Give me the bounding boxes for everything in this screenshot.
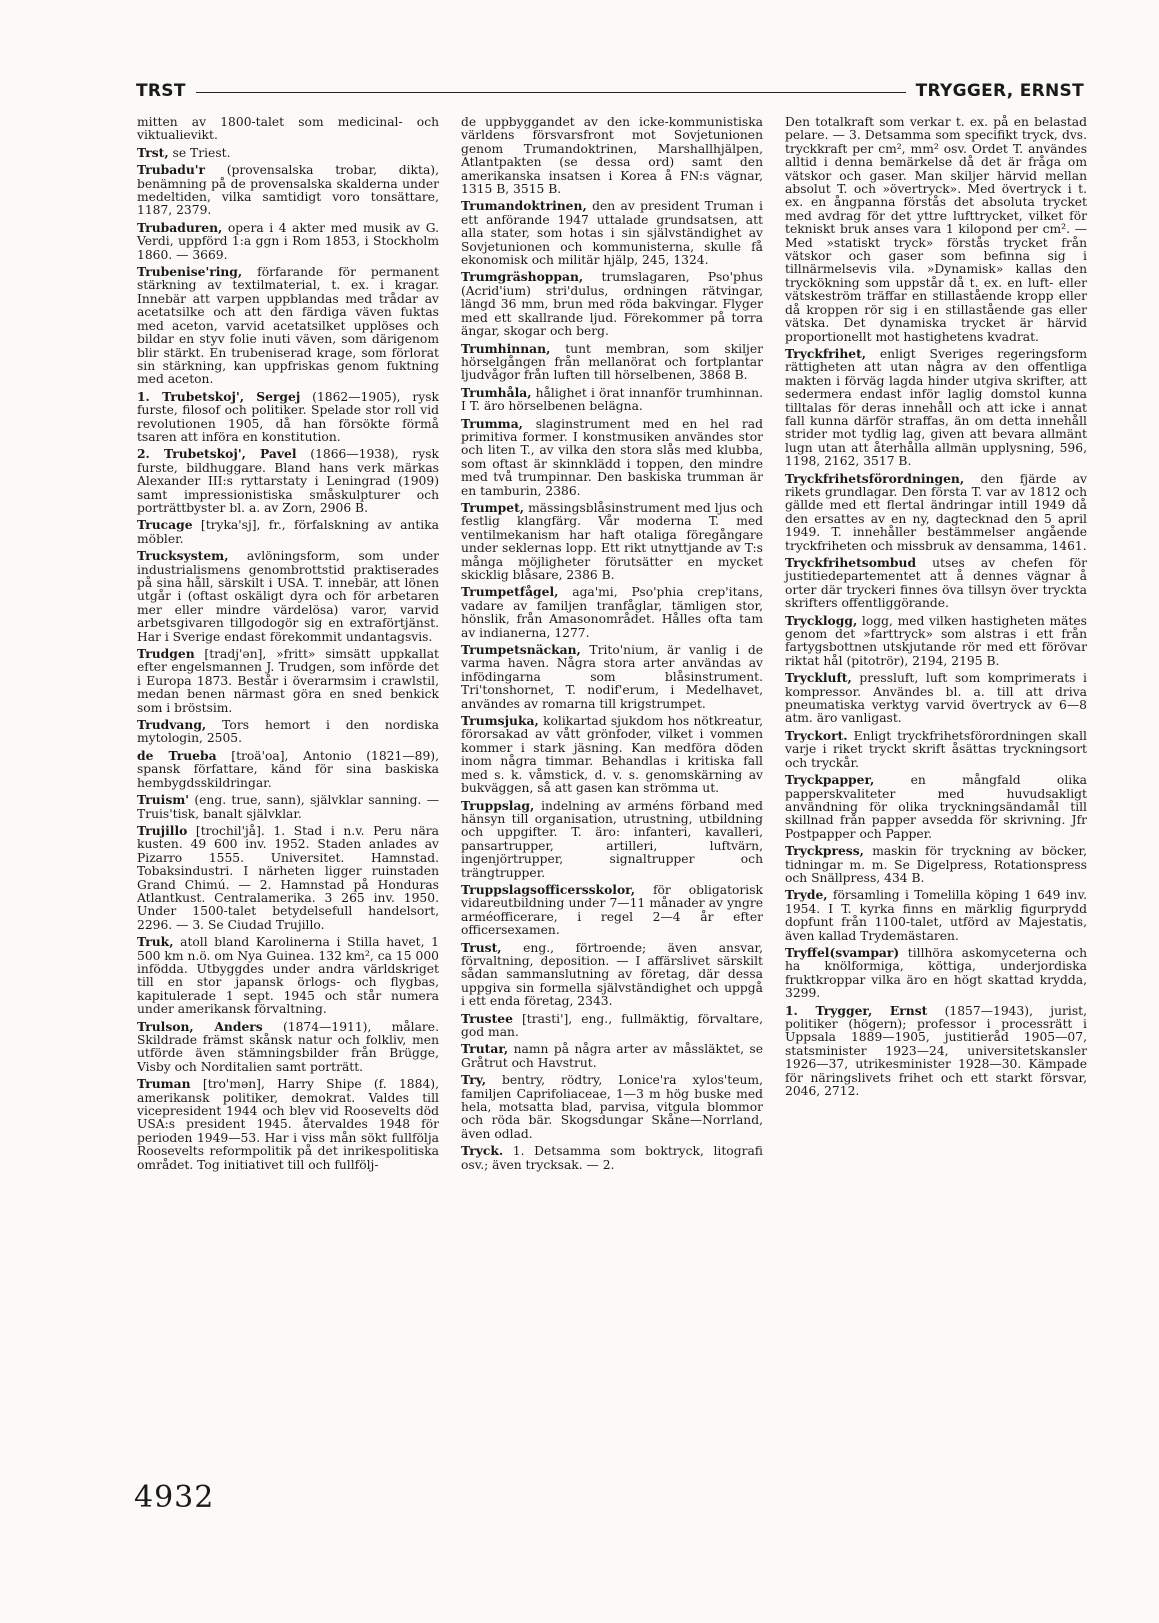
dictionary-entry xyxy=(785,946,1087,1001)
dictionary-entry xyxy=(785,844,1087,885)
dictionary-entry xyxy=(461,116,763,196)
entry-text: aga'mi, Pso'phia crep'itans, vadare av familjen tranfåglar, tämligen stor, hönslik, från Amasonområdet. Hålles ofta tam av indianerna, 1277. xyxy=(461,585,763,640)
dictionary-entry xyxy=(137,647,439,715)
entry-headword: Trujillo xyxy=(137,822,188,838)
entry-text: mitten av 1800-talet som medicinal- och viktualievikt. xyxy=(137,115,439,143)
entry-text: hålighet i örat innanför trumhinnan. I T. äro hörselbenen belägna. xyxy=(461,385,763,414)
entry-headword: Truppslagsofficersskolor, xyxy=(461,881,636,897)
dictionary-entry xyxy=(785,671,1087,726)
entry-text: bentry, rödtry, Lonice'ra xylos'teum, familjen Caprifoliaceae, 1—3 m hög buske med hela, motsatta blad, parvisa, vitgula blommor och röda bär. Skogsdungar Skåne—Norrland, även odlad. xyxy=(461,1073,763,1141)
dictionary-entry xyxy=(137,793,439,821)
dictionary-entry xyxy=(137,935,439,1016)
entry-text: maskin för tryckning av böcker, tidningar m. m. Se Digelpress, Rotationspress och Snällpress, 434 B. xyxy=(785,844,1087,885)
dictionary-entry xyxy=(461,501,763,582)
dictionary-entry xyxy=(461,714,763,795)
entry-headword: Trutar, xyxy=(461,1041,509,1057)
entry-text: namn på några arter av måssläktet, se Gråtrut och Havstrut. xyxy=(461,1042,764,1070)
entry-text: 1. Detsamma som boktryck, litografi osv.; även trycksak. — 2. xyxy=(461,1144,763,1172)
entry-headword: Trubadu'r xyxy=(137,162,206,178)
dictionary-entry xyxy=(785,614,1087,669)
entry-headword: Trudgen xyxy=(137,646,195,662)
entry-headword: Trulson, Anders xyxy=(137,1018,263,1034)
entry-text: enligt Sveriges regeringsform rättigheten att utan några av den offentliga makten i förväg lagda hinder utgiva skrifter, att sedermera endast inför laglig domstol kunna tilltalas för deras innehåll och att icke i annat fall kunna därför straffas, än om detta innehåll strider mot tydlig lag, given att bevara allmänt lugn utan att återhålla allmän upplysning, 596, 1198, 2162, 3517 B. xyxy=(785,346,1087,469)
dictionary-entry xyxy=(137,221,439,262)
entry-text: atoll bland Karolinerna i Stilla havet, 1 500 km n.ö. om Nya Guinea. 132 km², ca 15 000 infödda. Utbyggdes under andra världskriget till en stor japansk örlogs- och flygbas, kapitulerade 1 sept. 1945 och står numera under amerikansk förvaltning. xyxy=(137,935,439,1017)
entry-text: (1866—1938), rysk furste, bildhuggare. Bland hans verk märkas Alexander III:s ryttarstaty i Leningrad (1909) samt impressionistiska småskulpturer och porträttbyster bl. a. av Zorn, 2906 B. xyxy=(137,447,439,515)
entry-headword: Tryckfrihet, xyxy=(785,345,867,361)
dictionary-entry xyxy=(137,718,439,746)
entry-text: [trasti'], eng., fullmäktig, förvaltare, god man. xyxy=(461,1011,763,1039)
entry-headword: Trucksystem, xyxy=(137,548,229,564)
dictionary-entry xyxy=(461,799,763,880)
entry-text: kolikartad sjukdom hos nötkreatur, förorsakad av vått grönfoder, vilket i vommen kommer i stark jäsning. Kan medföra döden inom några timmar. Behandlas i kritiska fall med s. k. våmstick, d. v. s. genomskärning av bukväggen, så att gasen kan strömma ut. xyxy=(461,714,763,796)
entry-text: (1862—1905), rysk furste, filosof och politiker. Spelade stor roll vid revolutionen 1905, då han försökte förmå tsaren att införa en konstitution. xyxy=(137,389,439,444)
column-1 xyxy=(137,116,439,1175)
entry-headword: Trumsjuka, xyxy=(461,713,539,729)
dictionary-entry xyxy=(137,518,439,546)
entry-headword: Trust, xyxy=(461,939,502,955)
dictionary-entry xyxy=(137,749,439,790)
entry-headword: Truk, xyxy=(137,934,174,950)
dictionary-entry xyxy=(137,1077,439,1172)
dictionary-entry xyxy=(461,386,763,414)
entry-text: trumslagaren, Pso'phus (Acrid'ium) stri'dulus, ordningen rätvingar, längd 36 mm, brun med röda bakvingar. Flyger med ett skallrande ljud. Förekommer på torra ängar, skogar och berg. xyxy=(461,270,763,339)
dictionary-entry xyxy=(785,472,1087,553)
entry-text: avlöningsform, som under industrialismens genombrottstid praktiserades på sina håll, särskilt i USA. T. innebär, att lönen utgår i (oftast oskäligt dyra och för arbetaren mer eller mindre värdelösa) varor, varvid arbetsgivaren tillgodogör sig en extraförtjänst. Har i Sverige endast förekommit undantagsvis. xyxy=(137,549,439,644)
dictionary-entry xyxy=(137,265,439,387)
entry-headword: Tryckluft, xyxy=(785,670,852,686)
column-2 xyxy=(461,116,763,1175)
entry-text: slaginstrument med en hel rad primitiva former. I konstmusiken användes stor och liten T., av vilka den stora slås med klubba, som oftast är skinnklädd i toppen, den mindre med två trumpinnar. Den baskiska trumman är en tamburin, 2386. xyxy=(461,416,763,498)
dictionary-entry xyxy=(461,417,763,498)
entry-text: se Triest. xyxy=(172,145,231,160)
header-left-keyword: TRST xyxy=(136,81,186,101)
entry-text: församling i Tomelilla köping 1 649 inv. 1954. I T. kyrka finns en märklig figurprydd dopfunt från 1100-talet, utförd av Majestatis, även kallad Trydemästaren. xyxy=(785,888,1087,943)
entry-headword: Trumpet, xyxy=(461,499,525,515)
entry-text: tunt membran, som skiljer hörselgången från mellanörat och fortplantar ljudvågor från luften till hörselbenen, 3868 B. xyxy=(461,341,763,383)
entry-text: (eng. true, sann), självklar sanning. — Truis'tisk, banalt självklar. xyxy=(137,793,439,821)
dictionary-entry xyxy=(137,447,439,515)
entry-text: opera i 4 akter med musik av G. Verdi, uppförd 1:a ggn i Rom 1853, i Stockholm 1860. — 3669. xyxy=(137,220,439,262)
dictionary-entry xyxy=(461,1042,763,1070)
dictionary-entry xyxy=(785,729,1087,770)
dictionary-entry xyxy=(137,549,439,644)
entry-headword: de Trueba xyxy=(137,747,217,763)
entry-text: (1874—1911), målare. Skildrade främst skånsk natur och folkliv, men utförde även stämningsbilder från Brügge, Visby och Norditalien samt porträtt. xyxy=(137,1019,439,1074)
entry-headword: 1. Trubetskoj', Sergej xyxy=(137,388,301,404)
entry-headword: Truman xyxy=(137,1076,191,1092)
entry-headword: Trubaduren, xyxy=(137,219,223,235)
dictionary-entry xyxy=(785,556,1087,611)
entry-headword: Tryffel(svampar) xyxy=(785,944,900,960)
entry-text: Den totalkraft som verkar t. ex. på en belastad pelare. — 3. Detsamma som specifikt tryck, dvs. tryckkraft per cm², mm² osv. Ordet T. användes alltid i denna bemärkelse då det är fråga om vätskor och gaser. Man skiljer härvid mellan absolut T. och »övertryck». Med övertryck i t. ex. en ångpanna förstås det absoluta trycket med avdrag för det yttre lufttrycket, vilket för tekniskt bruk anses vara 1 kilopond per cm². — Med »statiskt tryck» förstås trycket från vätskor och gaser som befinna sig i tillnärmelsevis vila. »Dynamisk» kallas den tryckökning som uppstår då t. ex. en luft- eller vätskeström träffar en stillastående kropp eller då kroppen rör sig i en stillastående gas eller vätska. Det dynamiska trycket är härvid proportionellt mot hastighetens kvadrat. xyxy=(785,115,1087,344)
entry-text: (provensalska trobar, dikta), benämning på de provensalska skalderna under medeltiden, vilka samtidigt voro tonsättare, 1187, 2379. xyxy=(137,163,439,218)
entry-text: eng., förtroende; även ansvar, förvaltning, deposition. — I affärslivet särskilt sådan sammanslutning av företag, där dessa uppgiva sin formella självständighet och uppgå i ett enda företag, 2343. xyxy=(461,940,763,1009)
dictionary-entry xyxy=(785,1004,1087,1099)
column-3 xyxy=(785,116,1087,1101)
entry-headword: Trumhåla, xyxy=(461,384,532,400)
running-head xyxy=(136,79,1084,103)
entry-text: indelning av arméns förband med hänsyn till organisation, utrustning, utbildning och uppgifter. T. äro: infanteri, kavalleri, pansartrupper, artilleri, luftvärn, ingenjörtrupper, signaltrupper och trängtrupper. xyxy=(461,798,763,880)
entry-headword: Trumhinnan, xyxy=(461,340,551,356)
entry-headword: Trst, xyxy=(137,144,169,160)
entry-headword: 1. Trygger, Ernst xyxy=(785,1002,928,1018)
entry-text: Tors hemort i den nordiska mytologin, 2505. xyxy=(137,718,439,746)
entry-text: [trochil'jå]. 1. Stad i n.v. Peru nära kusten. 49 600 inv. 1952. Staden anlades av Pizarro 1555. Universitet. Hamnstad. Tobaksindustri. I närheten ligger ruinstaden Grand Chimú. — 2. Hamnstad på Honduras Atlantkust. Centralamerika. 3 265 inv. 1950. Under 1500-talet betydelsefull handelsort, 2296. — 3. Se Ciudad Trujillo. xyxy=(137,823,439,932)
entry-text: utses av chefen för justitiedepartementet att å dennes vägnar å orter där tryckeri finnes öva tillsyn över tryckta skrifters offentliggörande. xyxy=(785,556,1087,611)
entry-headword: Trucage xyxy=(137,517,193,533)
dictionary-entry xyxy=(461,1144,763,1172)
dictionary-entry xyxy=(461,883,763,938)
dictionary-entry xyxy=(137,824,439,932)
dictionary-entry xyxy=(461,1073,763,1141)
dictionary-entry xyxy=(785,347,1087,469)
entry-text: [troä'oa], Antonio (1821—89), spansk författare, känd för sina baskiska hembygdsskildringar. xyxy=(137,748,439,790)
entry-text: den fjärde av rikets grundlagar. Den första T. var av 1812 och gällde med ett flertal ändringar intill 1949 då den ersattes av en ny, dagtecknad den 5 april 1949. T. innehåller bestämmelser angående tryckfriheten och missbruk av densamma, 1461. xyxy=(785,471,1087,553)
dictionary-entry xyxy=(461,643,763,711)
entry-headword: Tryckort. xyxy=(785,727,848,743)
dictionary-entry xyxy=(461,941,763,1009)
entry-headword: Tryckpress, xyxy=(785,843,864,859)
entry-text: en mångfald olika papperskvaliteter med huvudsakligt användning för olika tryckningsändamål till skillnad från papper avsedda för skrivning. Jfr Postpapper och Papper. xyxy=(785,773,1087,841)
entry-headword: Try, xyxy=(461,1072,486,1088)
dictionary-entry xyxy=(785,773,1087,841)
entry-headword: Trustee xyxy=(461,1010,513,1026)
entry-headword: Tryck. xyxy=(461,1143,504,1159)
entry-text: för obligatorisk vidareutbildning under 7—11 månader av yngre arméofficerare, i regel 2—4 år efter officersexamen. xyxy=(461,882,763,938)
entry-headword: 2. Trubetskoj', Pavel xyxy=(137,446,297,462)
dictionary-entry xyxy=(137,146,439,160)
entry-text: [tryka'sj], fr., förfalskning av antika möbler. xyxy=(137,518,439,546)
entry-text: (1857—1943), jurist, politiker (högern); professor i processrätt i Uppsala 1889—1905, justitieråd 1905—07, statsminister 1923—24, universitetskansler 1926—37, utrikesminister 1928—30. Kämpade för näringslivets frihet och ett starkt försvar, 2046, 2712. xyxy=(785,1003,1087,1099)
entry-headword: Trumgräshoppan, xyxy=(461,269,584,285)
entry-text: den av president Truman i ett anförande 1947 uttalade grundsatsen, att alla stater, som hotas i sin självständighet av Sovjetunionen och kommunisterna, skulle få ekonomisk och militär hjälp, 245, 1324. xyxy=(461,199,763,268)
entry-headword: Trumma, xyxy=(461,415,523,431)
dictionary-entry xyxy=(461,1012,763,1040)
dictionary-entry xyxy=(785,116,1087,344)
entry-text: Enligt tryckfrihetsförordningen skall varje i riket tryckt skrift åsättas tryckningsort och tryckår. xyxy=(785,728,1087,770)
entry-text: de uppbyggandet av den icke-kommunistiska världens försvarsfront mot Sovjetunionen genom Trumandoktrinen, Marshallhjälpen, Atlantpakten (se dessa ord) samt den amerikanska insatsen i Korea å FN:s vägnar, 1315 B, 3515 B. xyxy=(461,115,763,197)
entry-headword: Trumpetfågel, xyxy=(461,584,559,600)
entry-headword: Trycklogg, xyxy=(785,612,858,628)
header-rule xyxy=(196,92,906,93)
entry-text: pressluft, luft som komprimerats i kompressor. Användes bl. a. till att driva pneumatiska verktyg varvid övertryck av 6—8 atm. äro vanligast. xyxy=(785,671,1087,726)
header-right-keyword: TRYGGER, ERNST xyxy=(915,81,1084,101)
entry-text: [tradj'ən], »fritt» simsätt uppkallat efter engelsmannen J. Trudgen, som införde det i Europa 1873. Består i överarmsim i crawlstil, medan benen närmast göra en sned benkick som i bröstsim. xyxy=(137,647,439,715)
dictionary-entry xyxy=(461,585,763,640)
dictionary-entry xyxy=(137,116,439,143)
dictionary-entry xyxy=(785,888,1087,943)
entry-text: förfarande för permanent stärkning av textilmaterial, t. ex. i kragar. Innebär att varpen uppblandas med trådar av acetatsilke och att den färdiga väven fuktas med aceton, varvid acetatsilket upplöses och bildar en styv folie inuti väven, som därigenom blir stärkt. En trubeniserad krage, som förlorat sin stärkning, kan uppfriskas genom fuktning med aceton. xyxy=(137,265,439,387)
dictionary-entry xyxy=(137,390,439,445)
entry-headword: Tryckfrihetsombud xyxy=(785,555,917,570)
entry-text: mässingsblåsinstrument med ljus och festlig klangfärg. Vår moderna T. med ventilmekanism har haft otaliga föregångare under seklernas lopp. Ett rikt utnyttjande av T:s många möjligheter förutsätter en mycket skicklig blåsare, 2386 B. xyxy=(461,500,763,582)
entry-headword: Tryckfrihetsförordningen, xyxy=(785,470,965,486)
entry-headword: Tryckpapper, xyxy=(785,772,875,788)
dictionary-entry xyxy=(137,163,439,218)
entry-headword: Truism' xyxy=(137,792,190,808)
page-number: 4932 xyxy=(134,1480,215,1515)
entry-headword: Tryde, xyxy=(785,887,828,903)
entry-text: tillhöra askomyceterna och ha knölformiga, köttiga, underjordiska fruktkroppar vilka äro en högt skattad krydda, 3299. xyxy=(785,945,1087,1001)
dictionary-entry xyxy=(137,1020,439,1075)
entry-text: Trito'nium, är vanlig i de varma haven. Några stora arter användas av infödingarna som blåsinstrument. Tri'tonshornet, T. nodif'erum, i Medelhavet, användes av romarna till krigstrumpet. xyxy=(461,643,763,711)
entry-headword: Trudvang, xyxy=(137,717,207,733)
entry-headword: Trumandoktrinen, xyxy=(461,198,587,214)
entry-headword: Trumpetsnäckan, xyxy=(461,642,581,658)
entry-headword: Trubenise'ring, xyxy=(137,264,243,280)
dictionary-entry xyxy=(461,270,763,338)
entry-text: logg, med vilken hastigheten mätes genom det »farttryck» som alstras i ett från fartygsbottnen utskjutande rör med ett förövar riktat hål (pitotrör), 2194, 2195 B. xyxy=(785,613,1087,668)
dictionary-entry xyxy=(461,342,763,383)
entry-headword: Truppslag, xyxy=(461,797,535,813)
dictionary-entry xyxy=(461,199,763,267)
entry-text: [tro'mən], Harry Shipe (f. 1884), amerikansk politiker, demokrat. Valdes till vicepresident 1944 och blev vid Roosevelts död USA:s president 1945. återvaldes 1948 för perioden 1949—53. Har i viss mån sökt fullfölja Roosevelts reformpolitik på det inrikespolitiska området. Tog initiativet till och fullfölj- xyxy=(137,1077,439,1172)
